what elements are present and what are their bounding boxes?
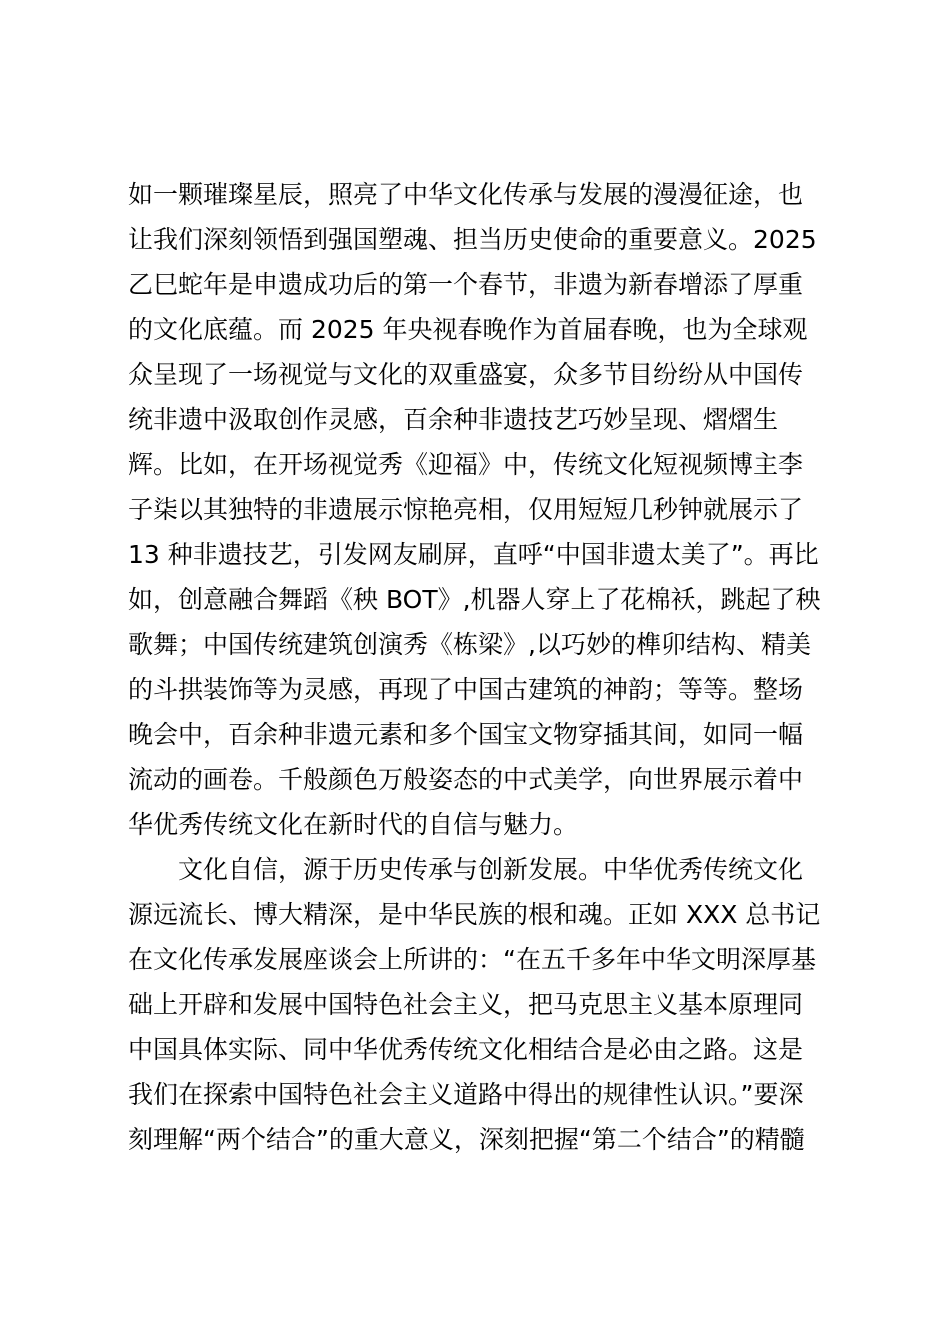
text-line: 在文化传承发展座谈会上所讲的：“在五千多年中华文明深厚基 [128, 945, 816, 974]
text-line: 如一颗璀璨星辰，照亮了中华文化传承与发展的漫漫征途，也 [128, 180, 804, 209]
paragraph-2 [128, 847, 848, 1162]
text-line: 础上开辟和发展中国特色社会主义，把马克思主义基本原理同 [128, 990, 804, 1019]
text-line: 流动的画卷。千般颜色万般姿态的中式美学，向世界展示着中 [128, 765, 804, 794]
text-line: 13 种非遗技艺，引发网友刷屏，直呼“中国非遗太美了”。再比 [128, 540, 819, 569]
text-line: 统非遗中汲取创作灵感，百余种非遗技艺巧妙呈现、熠熠生 [128, 405, 779, 434]
text-line: 乙巳蛇年是申遗成功后的第一个春节，非遗为新春增添了厚重 [128, 270, 804, 299]
text-line: 晚会中，百余种非遗元素和多个国宝文物穿插其间，如同一幅 [128, 720, 804, 749]
text-line: 华优秀传统文化在新时代的自信与魅力。 [128, 810, 579, 839]
body-text [128, 172, 848, 1162]
text-line: 文化自信，源于历史传承与创新发展。中华优秀传统文化 [178, 855, 804, 884]
text-line: 让我们深刻领悟到强国塑魂、担当历史使命的重要意义。2025 [128, 225, 817, 254]
text-line: 中国具体实际、同中华优秀传统文化相结合是必由之路。这是 [128, 1035, 804, 1064]
text-line: 众呈现了一场视觉与文化的双重盛宴，众多节目纷纷从中国传 [128, 360, 804, 389]
text-line: 刻理解“两个结合”的重大意义，深刻把握“第二个结合”的精髓 [128, 1125, 805, 1154]
text-line: 子柒以其独特的非遗展示惊艳亮相，仅用短短几秒钟就展示了 [128, 495, 804, 524]
paragraph-1 [128, 172, 848, 847]
text-line: 的文化底蕴。而 2025 年央视春晚作为首届春晚，也为全球观 [128, 315, 808, 344]
text-line: 歌舞；中国传统建筑创演秀《栋梁》,以巧妙的榫卯结构、精美 [128, 630, 811, 659]
text-line: 源远流长、博大精深，是中华民族的根和魂。正如 XXX 总书记 [128, 900, 821, 929]
text-line: 的斗拱装饰等为灵感，再现了中国古建筑的神韵；等等。整场 [128, 675, 804, 704]
text-line: 我们在探索中国特色社会主义道路中得出的规律性认识。”要深 [128, 1080, 804, 1109]
text-line: 如，创意融合舞蹈《秧 BOT》,机器人穿上了花棉袄，跳起了秧 [128, 585, 821, 614]
text-line: 辉。比如，在开场视觉秀《迎福》中，传统文化短视频博主李 [128, 450, 804, 479]
